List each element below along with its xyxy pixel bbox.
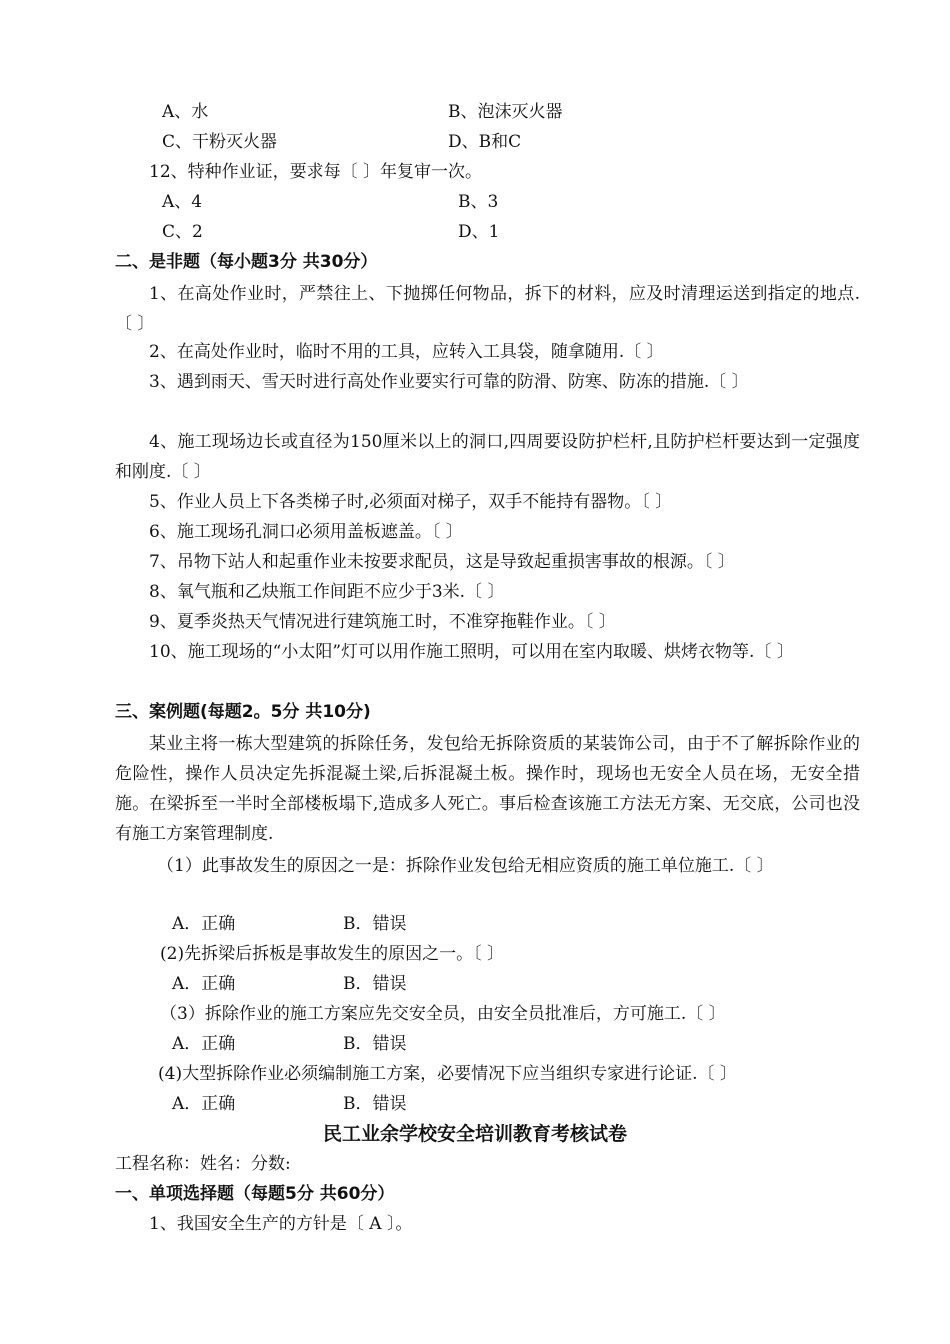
case-q4-option-b: B．错误 [343, 1094, 407, 1114]
case-q2-option-a: A．正确 [172, 974, 236, 994]
case-q3-option-a: A．正确 [172, 1034, 236, 1054]
q11-option-a: A、水 [162, 102, 209, 122]
case-q4-option-a: A．正确 [172, 1094, 236, 1114]
q12-option-a: A、4 [162, 192, 203, 212]
q12-option-b: B、3 [458, 192, 499, 212]
section1-heading: 一、单项选择题（每题5分 共60分） [115, 1184, 395, 1204]
tf-item-5: 5、作业人员上下各类梯子时,必须面对梯子，双手不能持有器物。〔 〕 [149, 492, 673, 512]
tf-item-8: 8、氧气瓶和乙炔瓶工作间距不应少于3米.〔 〕 [149, 582, 505, 602]
exam-title: 民工业余学校安全培训教育考核试卷 [322, 1123, 627, 1145]
section2-heading: 二、是非题（每小题3分 共30分） [115, 252, 378, 272]
q12-option-d: D、1 [458, 222, 500, 242]
tf-item-3: 3、遇到雨天、雪天时进行高处作业要实行可靠的防滑、防寒、防冻的措施.〔 〕 [149, 372, 749, 392]
tf-item-4: 4、施工现场边长或直径为150厘米以上的洞口,四周要设防护栏杆,且防护栏杆要达到一定强度和刚度.〔 〕 [115, 432, 860, 482]
case-description: 某业主将一栋大型建筑的拆除任务，发包给无拆除资质的某装饰公司，由于不了解拆除作业的危险性，操作人员决定先拆混凝土梁,后拆混凝土板。操作时，现场也无安全人员在场，无安全措施。在梁拆至一半时全部楼板塌下,造成多人死亡。事后检查该施工方法无方案、无交底，公司也没有施工方案管理制度. [115, 734, 860, 844]
tf-item-6: 6、施工现场孔洞口必须用盖板遮盖。〔 〕 [149, 522, 463, 542]
q11-option-b: B、泡沫灭火器 [448, 102, 563, 122]
case-q2: (2)先拆梁后拆板是事故发生的原因之一。〔 〕 [160, 944, 504, 964]
case-q3: （3）拆除作业的施工方案应先交安全员，由安全员批准后，方可施工.〔 〕 [160, 1004, 726, 1024]
mc-question-1: 1、我国安全生产的方针是〔 A 〕。 [149, 1214, 413, 1234]
section3-heading: 三、案例题(每题2。5分 共10分) [115, 702, 371, 722]
case-q3-option-b: B．错误 [343, 1034, 407, 1054]
q11-option-c: C、干粉灭火器 [162, 132, 278, 152]
tf-item-9: 9、夏季炎热天气情况进行建筑施工时，不准穿拖鞋作业。〔 〕 [149, 612, 616, 632]
case-q1: （1）此事故发生的原因之一是：拆除作业发包给无相应资质的施工单位施工.〔 〕 [157, 856, 774, 876]
q12-stem: 12、特种作业证，要求每〔 〕年复审一次。 [149, 162, 483, 182]
tf-item-10: 10、施工现场的“小太阳”灯可以用作施工照明，可以用在室内取暖、烘烤衣物等.〔 〕 [149, 642, 794, 662]
tf-item-7: 7、吊物下站人和起重作业未按要求配员，这是导致起重损害事故的根源。〔 〕 [149, 552, 735, 572]
case-q2-option-b: B．错误 [343, 974, 407, 994]
q12-option-c: C、2 [162, 222, 203, 242]
q11-option-d: D、B和C [448, 132, 522, 152]
tf-item-1: 1、在高处作业时，严禁往上、下抛掷任何物品，拆下的材料，应及时清理运送到指定的地点.〔 〕 [115, 284, 860, 334]
case-q1-option-b: B．错误 [343, 914, 407, 934]
case-q1-option-a: A．正确 [172, 914, 236, 934]
exam-info-line: 工程名称：姓名：分数: [115, 1154, 291, 1174]
tf-item-2: 2、在高处作业时，临时不用的工具，应转入工具袋，随拿随用.〔 〕 [149, 342, 664, 362]
case-q4: (4)大型拆除作业必须编制施工方案，必要情况下应当组织专家进行论证.〔 〕 [158, 1064, 737, 1084]
